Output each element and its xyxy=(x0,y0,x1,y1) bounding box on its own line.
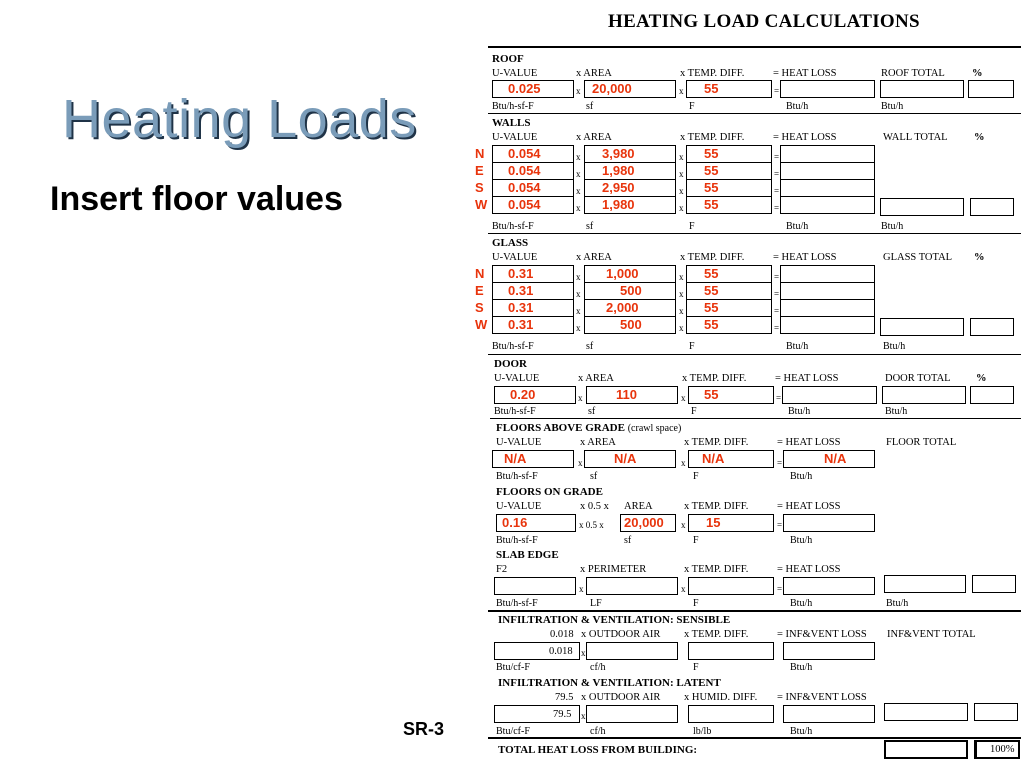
roof-u-header: U-VALUE xyxy=(492,68,538,79)
fa-area-header: x AREA xyxy=(580,437,616,448)
walls-total-header: WALL TOTAL xyxy=(883,132,948,143)
glass-td-value: 55 xyxy=(704,283,719,298)
glass-x1: x xyxy=(576,306,581,316)
fa-td-header: x TEMP. DIFF. xyxy=(684,437,749,448)
glass-loss-field[interactable] xyxy=(780,316,875,334)
glass-area-unit: sf xyxy=(586,341,594,352)
infs-loss-unit: Btu/h xyxy=(790,662,813,673)
infl-air-field[interactable] xyxy=(586,705,678,723)
fa-u-header: U-VALUE xyxy=(496,437,542,448)
fa-u-unit: Btu/h-sf-F xyxy=(496,471,538,482)
roof-u-unit: Btu/h-sf-F xyxy=(492,101,534,112)
door-x2: x xyxy=(681,393,686,403)
infs-air-field[interactable] xyxy=(586,642,678,660)
infl-factor-value: 79.5 xyxy=(553,709,572,720)
slab-loss-unit: Btu/h xyxy=(790,598,813,609)
fa-td-unit: F xyxy=(693,471,699,482)
glass-x2: x xyxy=(679,289,684,299)
glass-td-field[interactable] xyxy=(686,265,772,283)
glass-td-field[interactable] xyxy=(686,282,772,300)
total-pct-value: 100% xyxy=(990,744,1015,755)
walls-td-unit: F xyxy=(689,221,695,232)
glass-dir: S xyxy=(475,300,484,315)
roof-total-field[interactable] xyxy=(880,80,964,98)
door-area-header: x AREA xyxy=(578,373,614,384)
walls-total-field[interactable] xyxy=(880,198,964,216)
glass-total-header: GLASS TOTAL xyxy=(883,252,953,263)
infl-u-unit: Btu/cf-F xyxy=(496,726,530,737)
slab-loss-header: = HEAT LOSS xyxy=(777,564,841,575)
glass-loss-header: = HEAT LOSS xyxy=(773,252,837,263)
door-u-unit: Btu/h-sf-F xyxy=(494,406,536,417)
walls-u-header: U-VALUE xyxy=(492,132,538,143)
door-loss-unit: Btu/h xyxy=(788,406,811,417)
roof-total-unit: Btu/h xyxy=(881,101,904,112)
roof-total-header: ROOF TOTAL xyxy=(881,68,945,79)
wall-td-value: 55 xyxy=(704,146,719,161)
infs-total-header: INF&VENT TOTAL xyxy=(887,629,976,640)
walls-label: WALLS xyxy=(492,117,531,129)
wall-loss-field[interactable] xyxy=(780,196,875,214)
glass-area-value: 2,000 xyxy=(606,300,639,315)
infl-x1: x xyxy=(581,711,586,721)
fo-td-field[interactable] xyxy=(688,514,774,532)
roof-label: ROOF xyxy=(492,53,524,65)
glass-u-unit: Btu/h-sf-F xyxy=(492,341,534,352)
floors-above-label: FLOORS ABOVE GRADE (crawl space) xyxy=(496,422,682,434)
glass-td-unit: F xyxy=(689,341,695,352)
door-u-header: U-VALUE xyxy=(494,373,540,384)
glass-pct-field[interactable] xyxy=(970,318,1014,336)
fo-half-header: x 0.5 x xyxy=(580,501,609,512)
inf-sensible-label: INFILTRATION & VENTILATION: SENSIBLE xyxy=(498,614,731,626)
inf-pct-field[interactable] xyxy=(974,703,1018,721)
glass-area-header: x AREA xyxy=(576,252,612,263)
wall-td-field[interactable] xyxy=(686,179,772,197)
fo-td-header: x TEMP. DIFF. xyxy=(684,501,749,512)
slab-td-field[interactable] xyxy=(688,577,774,595)
wall-td-field[interactable] xyxy=(686,162,772,180)
glass-eq: = xyxy=(774,306,780,316)
wall-eq: = xyxy=(774,186,780,196)
slab-perimeter-field[interactable] xyxy=(586,577,678,595)
glass-td-value: 55 xyxy=(704,300,719,315)
wall-x1: x xyxy=(576,169,581,179)
fa-loss-header: = HEAT LOSS xyxy=(777,437,841,448)
fo-half: x 0.5 x xyxy=(579,520,604,530)
glass-x2: x xyxy=(679,323,684,333)
door-td-unit: F xyxy=(691,406,697,417)
wall-x2: x xyxy=(679,203,684,213)
slab-f2-header: F2 xyxy=(496,564,508,575)
roof-pct-field[interactable] xyxy=(968,80,1014,98)
floor-total-field[interactable] xyxy=(884,575,966,593)
roof-x1: x xyxy=(576,86,581,96)
glass-dir: W xyxy=(475,317,488,332)
infl-air-header: x OUTDOOR AIR xyxy=(581,692,661,703)
fo-loss-header: = HEAT LOSS xyxy=(777,501,841,512)
top-rule xyxy=(488,46,1021,48)
glass-u-value: 0.31 xyxy=(508,317,534,332)
infl-factor-header: 79.5 xyxy=(555,692,574,703)
glass-eq: = xyxy=(774,272,780,282)
wall-dir: S xyxy=(475,180,484,195)
wall-loss-field[interactable] xyxy=(780,145,875,163)
fo-x2: x xyxy=(681,520,686,530)
fa-td-field[interactable] xyxy=(688,450,774,468)
glass-eq: = xyxy=(774,323,780,333)
fo-u-value: 0.16 xyxy=(502,515,528,530)
walls-pct-header: % xyxy=(974,132,985,143)
roof-td-header: x TEMP. DIFF. xyxy=(680,68,745,79)
walls-pct-field[interactable] xyxy=(970,198,1014,216)
slab-td-unit: F xyxy=(693,598,699,609)
form-title: HEATING LOAD CALCULATIONS xyxy=(608,11,920,32)
fo-td-unit: F xyxy=(693,535,699,546)
infs-air-header: x OUTDOOR AIR xyxy=(581,629,661,640)
infl-hd-unit: lb/lb xyxy=(693,726,712,737)
walls-td-header: x TEMP. DIFF. xyxy=(680,132,745,143)
glass-td-header: x TEMP. DIFF. xyxy=(680,252,745,263)
roof-area-value: 20,000 xyxy=(592,81,632,96)
walls-loss-unit: Btu/h xyxy=(786,221,809,232)
wall-area-value: 2,950 xyxy=(602,180,635,195)
wall-x2: x xyxy=(679,169,684,179)
infs-td-unit: F xyxy=(693,662,699,673)
roof-loss-unit: Btu/h xyxy=(786,101,809,112)
wall-dir: N xyxy=(475,146,485,161)
door-area-unit: sf xyxy=(588,406,596,417)
walls-loss-header: = HEAT LOSS xyxy=(773,132,837,143)
wall-td-value: 55 xyxy=(704,163,719,178)
infs-td-header: x TEMP. DIFF. xyxy=(684,629,749,640)
wall-td-field[interactable] xyxy=(686,196,772,214)
fo-loss-unit: Btu/h xyxy=(790,535,813,546)
glass-loss-unit: Btu/h xyxy=(786,341,809,352)
glass-pct-header: % xyxy=(974,252,985,263)
infl-loss-field[interactable] xyxy=(783,705,875,723)
slab-f2-field[interactable] xyxy=(494,577,576,595)
fa-x1: x xyxy=(578,458,583,468)
glass-area-value: 1,000 xyxy=(606,266,639,281)
fa-area-unit: sf xyxy=(590,471,598,482)
floor-total-unit: Btu/h xyxy=(886,598,909,609)
door-area-value: 110 xyxy=(616,387,637,402)
glass-x2: x xyxy=(679,272,684,282)
door-td-header: x TEMP. DIFF. xyxy=(682,373,747,384)
door-total-header: DOOR TOTAL xyxy=(885,373,951,384)
slab-lf-unit: LF xyxy=(590,598,602,609)
wall-loss-field[interactable] xyxy=(780,179,875,197)
glass-u-header: U-VALUE xyxy=(492,252,538,263)
wall-area-value: 1,980 xyxy=(602,197,635,212)
glass-u-value: 0.31 xyxy=(508,266,534,281)
fo-eq: = xyxy=(777,520,783,530)
fa-total-header: FLOOR TOTAL xyxy=(886,437,957,448)
roof-pct-header: % xyxy=(972,68,983,79)
wall-x1: x xyxy=(576,152,581,162)
infl-loss-unit: Btu/h xyxy=(790,726,813,737)
wall-dir: E xyxy=(475,163,484,178)
wall-u-value: 0.054 xyxy=(508,146,541,161)
wall-x2: x xyxy=(679,152,684,162)
fo-u-header: U-VALUE xyxy=(496,501,542,512)
infs-factor-value: 0.018 xyxy=(549,646,573,657)
wall-area-value: 3,980 xyxy=(602,146,635,161)
infs-x1: x xyxy=(581,648,586,658)
fo-loss-field[interactable] xyxy=(783,514,875,532)
fa-td-value: N/A xyxy=(702,451,725,466)
glass-x2: x xyxy=(679,306,684,316)
infs-u-unit: Btu/cf-F xyxy=(496,662,530,673)
glass-dir: N xyxy=(475,266,485,281)
roof-loss-field[interactable] xyxy=(780,80,875,98)
slab-loss-field[interactable] xyxy=(783,577,875,595)
glass-area-value: 500 xyxy=(620,317,642,332)
wall-u-value: 0.054 xyxy=(508,180,541,195)
infs-loss-header: = INF&VENT LOSS xyxy=(777,629,867,640)
glass-loss-field[interactable] xyxy=(780,299,875,317)
walls-u-unit: Btu/h-sf-F xyxy=(492,221,534,232)
infl-hd-field[interactable] xyxy=(688,705,774,723)
infl-loss-header: = INF&VENT LOSS xyxy=(777,692,867,703)
door-total-unit: Btu/h xyxy=(885,406,908,417)
glass-x1: x xyxy=(576,289,581,299)
fa-loss-unit: Btu/h xyxy=(790,471,813,482)
glass-eq: = xyxy=(774,289,780,299)
roof-u-value: 0.025 xyxy=(508,81,541,96)
roof-td-value: 55 xyxy=(704,81,719,96)
wall-td-value: 55 xyxy=(704,180,719,195)
walls-area-header: x AREA xyxy=(576,132,612,143)
glass-x1: x xyxy=(576,272,581,282)
fo-area-header: AREA xyxy=(624,501,653,512)
slab-label: SLAB EDGE xyxy=(496,549,559,561)
fo-area-unit: sf xyxy=(624,535,632,546)
wall-td-field[interactable] xyxy=(686,145,772,163)
wall-x1: x xyxy=(576,203,581,213)
roof-x2: x xyxy=(679,86,684,96)
total-field[interactable] xyxy=(884,740,968,759)
fa-loss-value: N/A xyxy=(824,451,847,466)
fa-eq: = xyxy=(777,458,783,468)
floors-on-label: FLOORS ON GRADE xyxy=(496,486,603,498)
fa-u-value: N/A xyxy=(504,451,527,466)
slab-td-header: x TEMP. DIFF. xyxy=(684,564,749,575)
door-pct-field[interactable] xyxy=(970,386,1014,404)
glass-x1: x xyxy=(576,323,581,333)
glass-total-unit: Btu/h xyxy=(883,341,906,352)
floor-pct-field[interactable] xyxy=(972,575,1016,593)
door-pct-header: % xyxy=(976,373,987,384)
glass-loss-field[interactable] xyxy=(780,265,875,283)
slide-subtitle: Insert floor values xyxy=(50,180,343,218)
fo-td-value: 15 xyxy=(706,515,721,530)
total-label: TOTAL HEAT LOSS FROM BUILDING: xyxy=(498,744,698,756)
infl-hd-header: x HUMID. DIFF. xyxy=(684,692,758,703)
slab-perimeter-header: x PERIMETER xyxy=(580,564,647,575)
wall-x2: x xyxy=(679,186,684,196)
infs-air-unit: cf/h xyxy=(590,662,606,673)
fa-area-value: N/A xyxy=(614,451,637,466)
door-loss-field[interactable] xyxy=(782,386,877,404)
slab-eq: = xyxy=(777,584,783,594)
door-x1: x xyxy=(578,393,583,403)
slab-u-unit: Btu/h-sf-F xyxy=(496,598,538,609)
glass-u-value: 0.31 xyxy=(508,300,534,315)
wall-x1: x xyxy=(576,186,581,196)
wall-area-value: 1,980 xyxy=(602,163,635,178)
wall-dir: W xyxy=(475,197,488,212)
roof-td-field[interactable] xyxy=(686,80,772,98)
fo-area-value: 20,000 xyxy=(624,515,664,530)
infl-air-unit: cf/h xyxy=(590,726,606,737)
infs-factor-header: 0.018 xyxy=(550,629,574,640)
glass-dir: E xyxy=(475,283,484,298)
walls-total-unit: Btu/h xyxy=(881,221,904,232)
slab-x2: x xyxy=(681,584,686,594)
glass-td-value: 55 xyxy=(704,266,719,281)
infs-loss-field[interactable] xyxy=(783,642,875,660)
slab-x1: x xyxy=(579,584,584,594)
fo-u-unit: Btu/h-sf-F xyxy=(496,535,538,546)
door-loss-header: = HEAT LOSS xyxy=(775,373,839,384)
wall-eq: = xyxy=(774,203,780,213)
glass-loss-field[interactable] xyxy=(780,282,875,300)
door-td-value: 55 xyxy=(704,387,719,402)
infs-td-field[interactable] xyxy=(688,642,774,660)
wall-u-value: 0.054 xyxy=(508,163,541,178)
glass-u-value: 0.31 xyxy=(508,283,534,298)
wall-u-value: 0.054 xyxy=(508,197,541,212)
door-eq: = xyxy=(776,393,782,403)
glass-td-value: 55 xyxy=(704,317,719,332)
slide-title: Heating Loads xyxy=(62,89,417,149)
inf-latent-label: INFILTRATION & VENTILATION: LATENT xyxy=(498,677,721,689)
wall-td-value: 55 xyxy=(704,197,719,212)
roof-loss-header: = HEAT LOSS xyxy=(773,68,837,79)
glass-td-field[interactable] xyxy=(686,299,772,317)
glass-label: GLASS xyxy=(492,237,529,249)
door-total-field[interactable] xyxy=(882,386,966,404)
roof-area-header: x AREA xyxy=(576,68,612,79)
wall-eq: = xyxy=(774,152,780,162)
roof-td-unit: F xyxy=(689,101,695,112)
fa-x2: x xyxy=(681,458,686,468)
glass-total-field[interactable] xyxy=(880,318,964,336)
glass-td-field[interactable] xyxy=(686,316,772,334)
inf-total-field[interactable] xyxy=(884,703,968,721)
wall-loss-field[interactable] xyxy=(780,162,875,180)
roof-eq: = xyxy=(774,86,780,96)
door-td-field[interactable] xyxy=(688,386,774,404)
walls-area-unit: sf xyxy=(586,221,594,232)
roof-area-unit: sf xyxy=(586,101,594,112)
slide-number: SR-3 xyxy=(403,719,445,739)
wall-eq: = xyxy=(774,169,780,179)
glass-area-value: 500 xyxy=(620,283,642,298)
door-u-value: 0.20 xyxy=(510,387,536,402)
door-label: DOOR xyxy=(494,358,527,370)
